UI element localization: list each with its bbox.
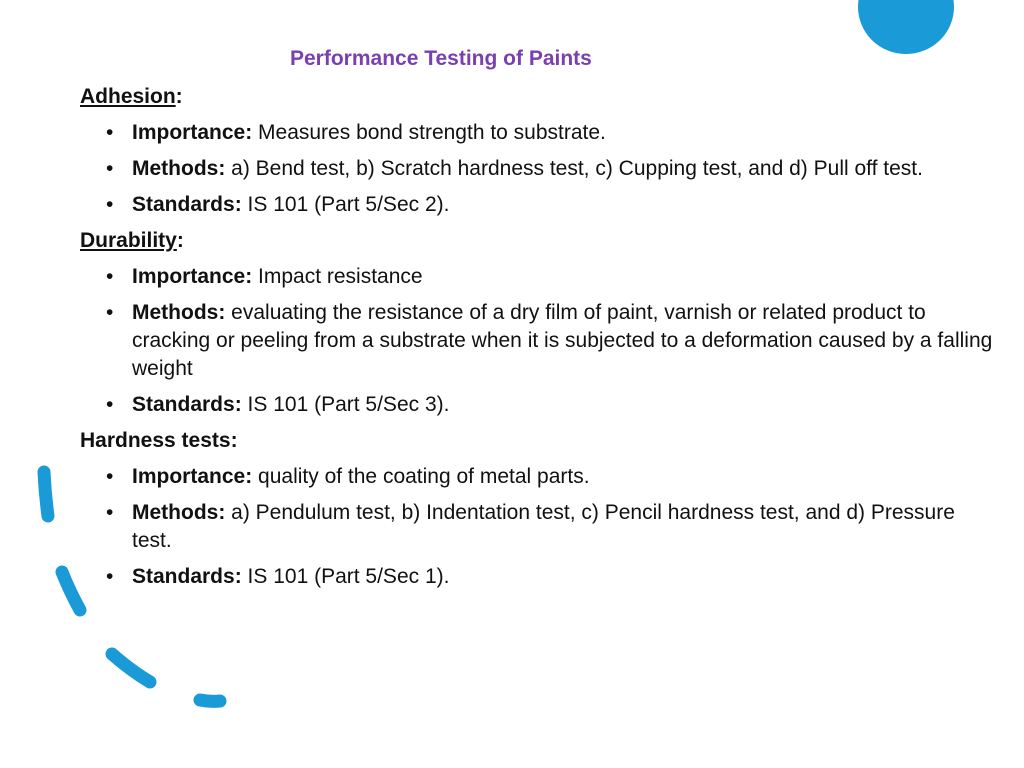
item-text: IS 101 (Part 5/Sec 1). <box>247 565 450 588</box>
decorative-circle <box>858 0 954 54</box>
list-item <box>80 563 1000 591</box>
item-label: Standards: <box>132 565 242 588</box>
item-text: IS 101 (Part 5/Sec 2). <box>247 193 450 216</box>
item-text: a) Pendulum test, b) Indentation test, c) Pencil hardness test, and d) Pressure test. <box>132 501 955 552</box>
section-durability <box>80 227 1000 419</box>
list-item <box>80 155 1000 183</box>
bullet-icon: • <box>106 301 114 324</box>
bullet-icon: • <box>106 393 114 416</box>
section-heading <box>80 83 1000 111</box>
section-hardness-tests <box>80 427 1000 591</box>
slide-content <box>80 83 1000 599</box>
list-item <box>80 299 1000 383</box>
dash-1 <box>44 472 48 516</box>
item-label: Methods: <box>132 157 226 180</box>
dash-2 <box>62 572 80 610</box>
list-item <box>80 463 1000 491</box>
slide-title: Performance Testing of Paints <box>290 47 592 70</box>
list-item <box>80 119 1000 147</box>
bullet-icon: • <box>106 265 114 288</box>
bullet-icon: • <box>106 565 114 588</box>
item-text: IS 101 (Part 5/Sec 3). <box>247 393 450 416</box>
item-label: Importance: <box>132 465 253 488</box>
item-label: Methods: <box>132 301 226 324</box>
item-label: Standards: <box>132 393 242 416</box>
item-text: evaluating the resistance of a dry film of paint, varnish or related product to cracking or peeling from a substrate when it is subjected to a deformation caused by a falling weight <box>132 301 993 380</box>
bullet-list <box>80 119 1000 219</box>
section-heading-suffix: : <box>176 229 184 252</box>
section-adhesion <box>80 83 1000 219</box>
bullet-list <box>80 263 1000 419</box>
bullet-icon: • <box>106 157 114 180</box>
section-heading-text: Adhesion <box>80 85 176 108</box>
section-heading-suffix: : <box>175 85 183 108</box>
list-item <box>80 499 1000 555</box>
bullet-icon: • <box>106 465 114 488</box>
list-item <box>80 263 1000 291</box>
bullet-list <box>80 463 1000 591</box>
section-heading-text: Durability <box>80 229 177 252</box>
dash-3 <box>112 654 150 682</box>
item-text: a) Bend test, b) Scratch hardness test, c) Cupping test, and d) Pull off test. <box>231 157 923 180</box>
section-heading <box>80 227 1000 255</box>
section-heading <box>80 427 1000 455</box>
dash-4 <box>200 700 220 701</box>
item-text: Impact resistance <box>258 265 423 288</box>
bullet-icon: • <box>106 501 114 524</box>
list-item <box>80 191 1000 219</box>
item-text: quality of the coating of metal parts. <box>258 465 590 488</box>
bullet-icon: • <box>106 121 114 144</box>
item-label: Importance: <box>132 121 253 144</box>
item-label: Importance: <box>132 265 253 288</box>
item-text: Measures bond strength to substrate. <box>258 121 606 144</box>
list-item <box>80 391 1000 419</box>
item-label: Methods: <box>132 501 226 524</box>
bullet-icon: • <box>106 193 114 216</box>
item-label: Standards: <box>132 193 242 216</box>
section-heading-text: Hardness tests: <box>80 429 238 452</box>
